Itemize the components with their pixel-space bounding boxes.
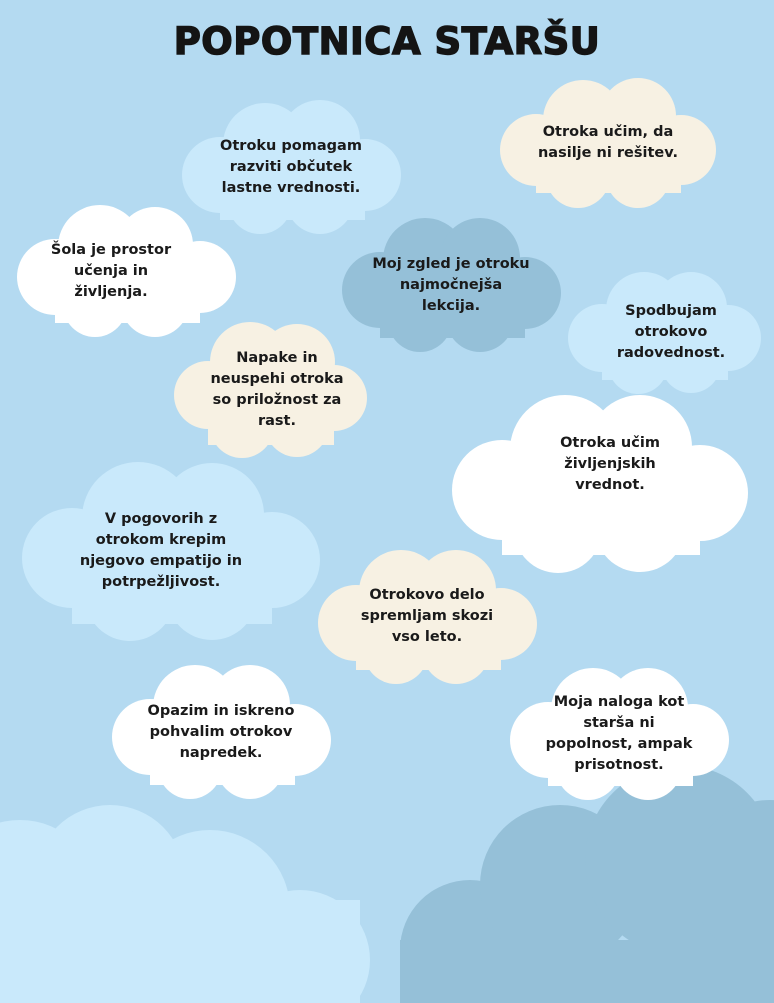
cloud-presence — [508, 668, 730, 800]
cloud-violence — [498, 78, 718, 208]
page-title: POPOTNICA STARŠU — [173, 20, 601, 63]
cloud-text: Opazim in iskreno pohvalim otrokov napredek. — [147, 703, 295, 761]
cloud-praise — [110, 665, 332, 800]
cloud-role-model — [340, 218, 562, 353]
cloud-school — [15, 205, 237, 337]
cloud-text: Otroku pomagam razviti občutek lastne vrednosti. — [220, 138, 362, 196]
cloud-school-work — [316, 548, 538, 685]
cloud-text: Moja naloga kot starša ni popolnost, ampak prisotnost. — [545, 694, 693, 773]
cloud-text: Šola je prostor učenja in življenja. — [50, 241, 172, 300]
background-cloud-bottom-left — [0, 805, 370, 1003]
cloud-text: Napake in neuspehi otroka so priložnost za rast. — [210, 350, 344, 429]
cloud-text: Otroka učim, da nasilje ni rešitev. — [537, 124, 678, 161]
cloud-text: Otrokovo delo spremljam skozi vso leto. — [360, 587, 494, 645]
cloud-values — [450, 395, 750, 573]
cloud-text: Moj zgled je otroku najmočnejša lekcija. — [372, 256, 530, 314]
cloud-empathy — [20, 460, 322, 642]
cloud-text: Spodbujam otrokovo radovednost. — [616, 303, 726, 361]
background-cloud-bottom-right — [400, 765, 774, 1003]
cloud-text: Otroka učim življenjskih vrednot. — [560, 434, 660, 493]
cloud-text: V pogovorih z otrokom krepim njegovo empatijo in potrpežljivost. — [79, 511, 243, 590]
cloud-mistakes — [172, 320, 368, 460]
cloud-curiosity — [566, 270, 762, 395]
